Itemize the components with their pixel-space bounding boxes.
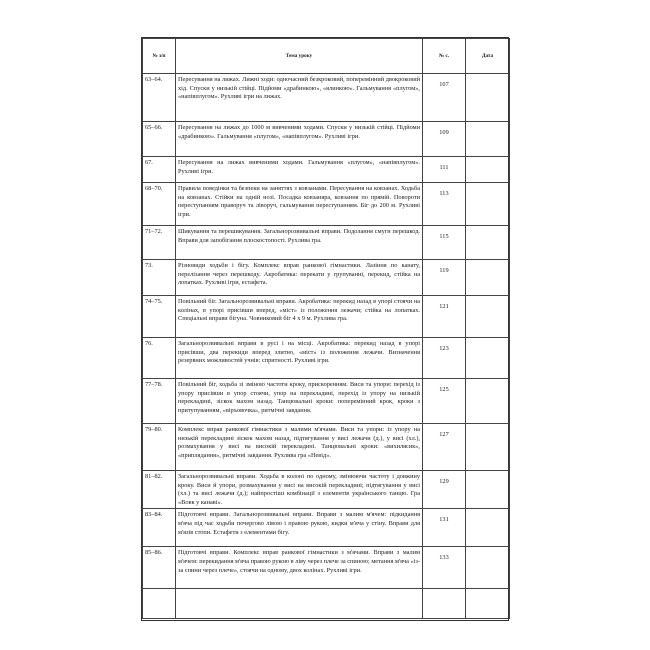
column-header-date: Дата [466, 39, 510, 74]
row-topic: Підготовчі вправи. Комплекс вправ ранкової гімнастики з м'ячами. Вправи з малим м'ячем: перекидання м'яча правою рукою в ліву через плече за спиною; метання м'яча «із-за спини через плече», стоячи на одному, двох колінах. Рухливі ігри. [176, 547, 423, 589]
row-topic: Повільний біг. Загальнорозвивальні вправи. Акробатика: перекид назад в упорі стоячи на колінах, в упорі присівши вперед, «міст» із положення лежачи; стійка на лопатках. Спеціальні вправи бігуна. Човниковий біг 4 х 9 м. Рухлива гра. [176, 296, 423, 338]
row-number: 68–70. [143, 183, 176, 226]
row-topic: Пересування на лижах вивченими ходами. Гальмування «плугом», «напівплугом». Рухливі ігри. [176, 157, 423, 183]
row-number: 85–86. [143, 547, 176, 589]
row-date-cell[interactable] [466, 509, 510, 547]
lesson-plan-table [141, 37, 509, 621]
table-row [143, 122, 510, 157]
row-date-cell[interactable] [466, 296, 510, 338]
row-page: 111 [423, 157, 466, 183]
row-date-cell[interactable] [466, 226, 510, 260]
row-date-cell[interactable] [466, 379, 510, 424]
row-page: 127 [423, 424, 466, 471]
row-date-cell[interactable] [466, 424, 510, 471]
table-row [143, 183, 510, 226]
row-number: 77–78. [143, 379, 176, 424]
row-topic: Комплекс вправ ранкової гімнастики з малими м'ячами. Виси та упори: із упору на низькій перекладині зіскок махом назад, підтягування у висі лежачи (д.), у висі (хл.), розмахування у висі на високій перекладині. Танцювальні кроки: «вихилясик», «приплядання», ритмічні завдання. Рухлива гра «Невід». [176, 424, 423, 471]
table-row [143, 509, 510, 547]
row-date-cell[interactable] [466, 547, 510, 589]
row-date-cell[interactable] [466, 589, 510, 619]
row-topic: Пересування на лижах до 1000 м вивченими ходами. Спуски у низькій стійці. Підйоми «драбинкою». Гальмування «плугом», «напівплугом». Рухливі ігри. [176, 122, 423, 157]
table-row [143, 424, 510, 471]
row-date-cell[interactable] [466, 183, 510, 226]
row-topic: Підготовчі вправи. Загальнорозвивальні вправи. Вправи з малим м'ячем: підкидання м'яча під час ходьби почергово лівою і правою рукою, кидки м'яча у стіну. Вправи для м'язів стопи. Естафети з елементами бігу. [176, 509, 423, 547]
row-page: 123 [423, 338, 466, 379]
row-topic: Загальнорозвивальні вправи в русі і на місці. Акробатика: перекид назад в упорі присівши, два перекиди вперед злитно, «міст» із положення лежачи. Визначення резервних можливостей учнів: спритності. Рухливі ігри. [176, 338, 423, 379]
table-row [143, 471, 510, 509]
row-topic: Правила поведінки та безпеки на заняттях з ковзанами. Пересування на ковзанах. Ходьба на ковзанах. Стійки на одній нозі. Посадка ковзаняра, ковзання по прямій. Повороти переступанням праворуч та ліворуч, гальмування переступанням. Біг до 200 м. Рухливі ігри. [176, 183, 423, 226]
row-page: 119 [423, 260, 466, 296]
row-page: 107 [423, 74, 466, 122]
row-page: 129 [423, 471, 466, 509]
row-number: 67. [143, 157, 176, 183]
row-page: 133 [423, 547, 466, 589]
row-number: 65–66. [143, 122, 176, 157]
row-number: 73. [143, 260, 176, 296]
row-page: 125 [423, 379, 466, 424]
row-number: 83–84. [143, 509, 176, 547]
row-number: 71–72. [143, 226, 176, 260]
row-date-cell[interactable] [466, 74, 510, 122]
row-topic: Пересування на лижах. Лижні ходи: одночасний безкроковий, поперемінний двокроковий хід. Спуски у низькій стійці. Підйоми «драбинкою», «ялинкою». Гальмування «плугом», «напівплугом». Рухливі ігри на лижах. [176, 74, 423, 122]
row-date-cell[interactable] [466, 260, 510, 296]
row-page: 131 [423, 509, 466, 547]
column-header-topic: Тема уроку [176, 39, 423, 74]
empty-cell [423, 589, 466, 619]
empty-cell [143, 589, 176, 619]
table-row [143, 547, 510, 589]
table-row [143, 74, 510, 122]
row-topic: Загальнорозвивальні вправи. Ходьба в колоні по одному, змінюючи частоту і довжину кроку. Виси й упори, розмахування у висі на високій перекладині; підтягування у висі (хл.) та висі лежачи (д.); найпростіші комбінації з елементів українського танцю. Гра «Вовк у канаві». [176, 471, 423, 509]
table-row-empty [143, 589, 510, 619]
table-row [143, 338, 510, 379]
table-row [143, 260, 510, 296]
row-number: 79–80. [143, 424, 176, 471]
row-number: 81–82. [143, 471, 176, 509]
table-row [143, 226, 510, 260]
row-page: 109 [423, 122, 466, 157]
table-row [143, 296, 510, 338]
table-header-row [143, 39, 510, 74]
row-topic: Повільний біг, ходьба зі зміною частоти кроку, прискоренням. Виси та упори: перехід із упору присівши в упор стоячи, упор на перекладині, перехід із упору на низькій перекладині, зіскок махом назад. Танцювальні кроки: поперемінний крок, кроки з притупуванням, «віръовочка», ритмічні завдання. [176, 379, 423, 424]
row-page: 121 [423, 296, 466, 338]
row-date-cell[interactable] [466, 471, 510, 509]
row-number: 74–75. [143, 296, 176, 338]
column-header-num: № з/п [143, 39, 176, 74]
row-topic: Шикування та перешикування. Загальнорозвивальні вправи. Подолання смуги перешкод. Вправи для запобігання плоскостопості. Рухлива гра. [176, 226, 423, 260]
row-number: 63–64. [143, 74, 176, 122]
row-date-cell[interactable] [466, 157, 510, 183]
table-row [143, 379, 510, 424]
row-page: 115 [423, 226, 466, 260]
row-number: 76. [143, 338, 176, 379]
table-row [143, 157, 510, 183]
column-header-page: № с. [423, 39, 466, 74]
row-topic: Різновиди ходьби і бігу. Комплекс вправ ранкової гімнастики. Лазіння по канату, перелізання через перешкоду. Акробатика: перекати у групуванні, перекид, стійка на лопатках. Рухливі ігри, естафета. [176, 260, 423, 296]
row-date-cell[interactable] [466, 338, 510, 379]
row-date-cell[interactable] [466, 122, 510, 157]
empty-cell [176, 589, 423, 619]
row-page: 113 [423, 183, 466, 226]
